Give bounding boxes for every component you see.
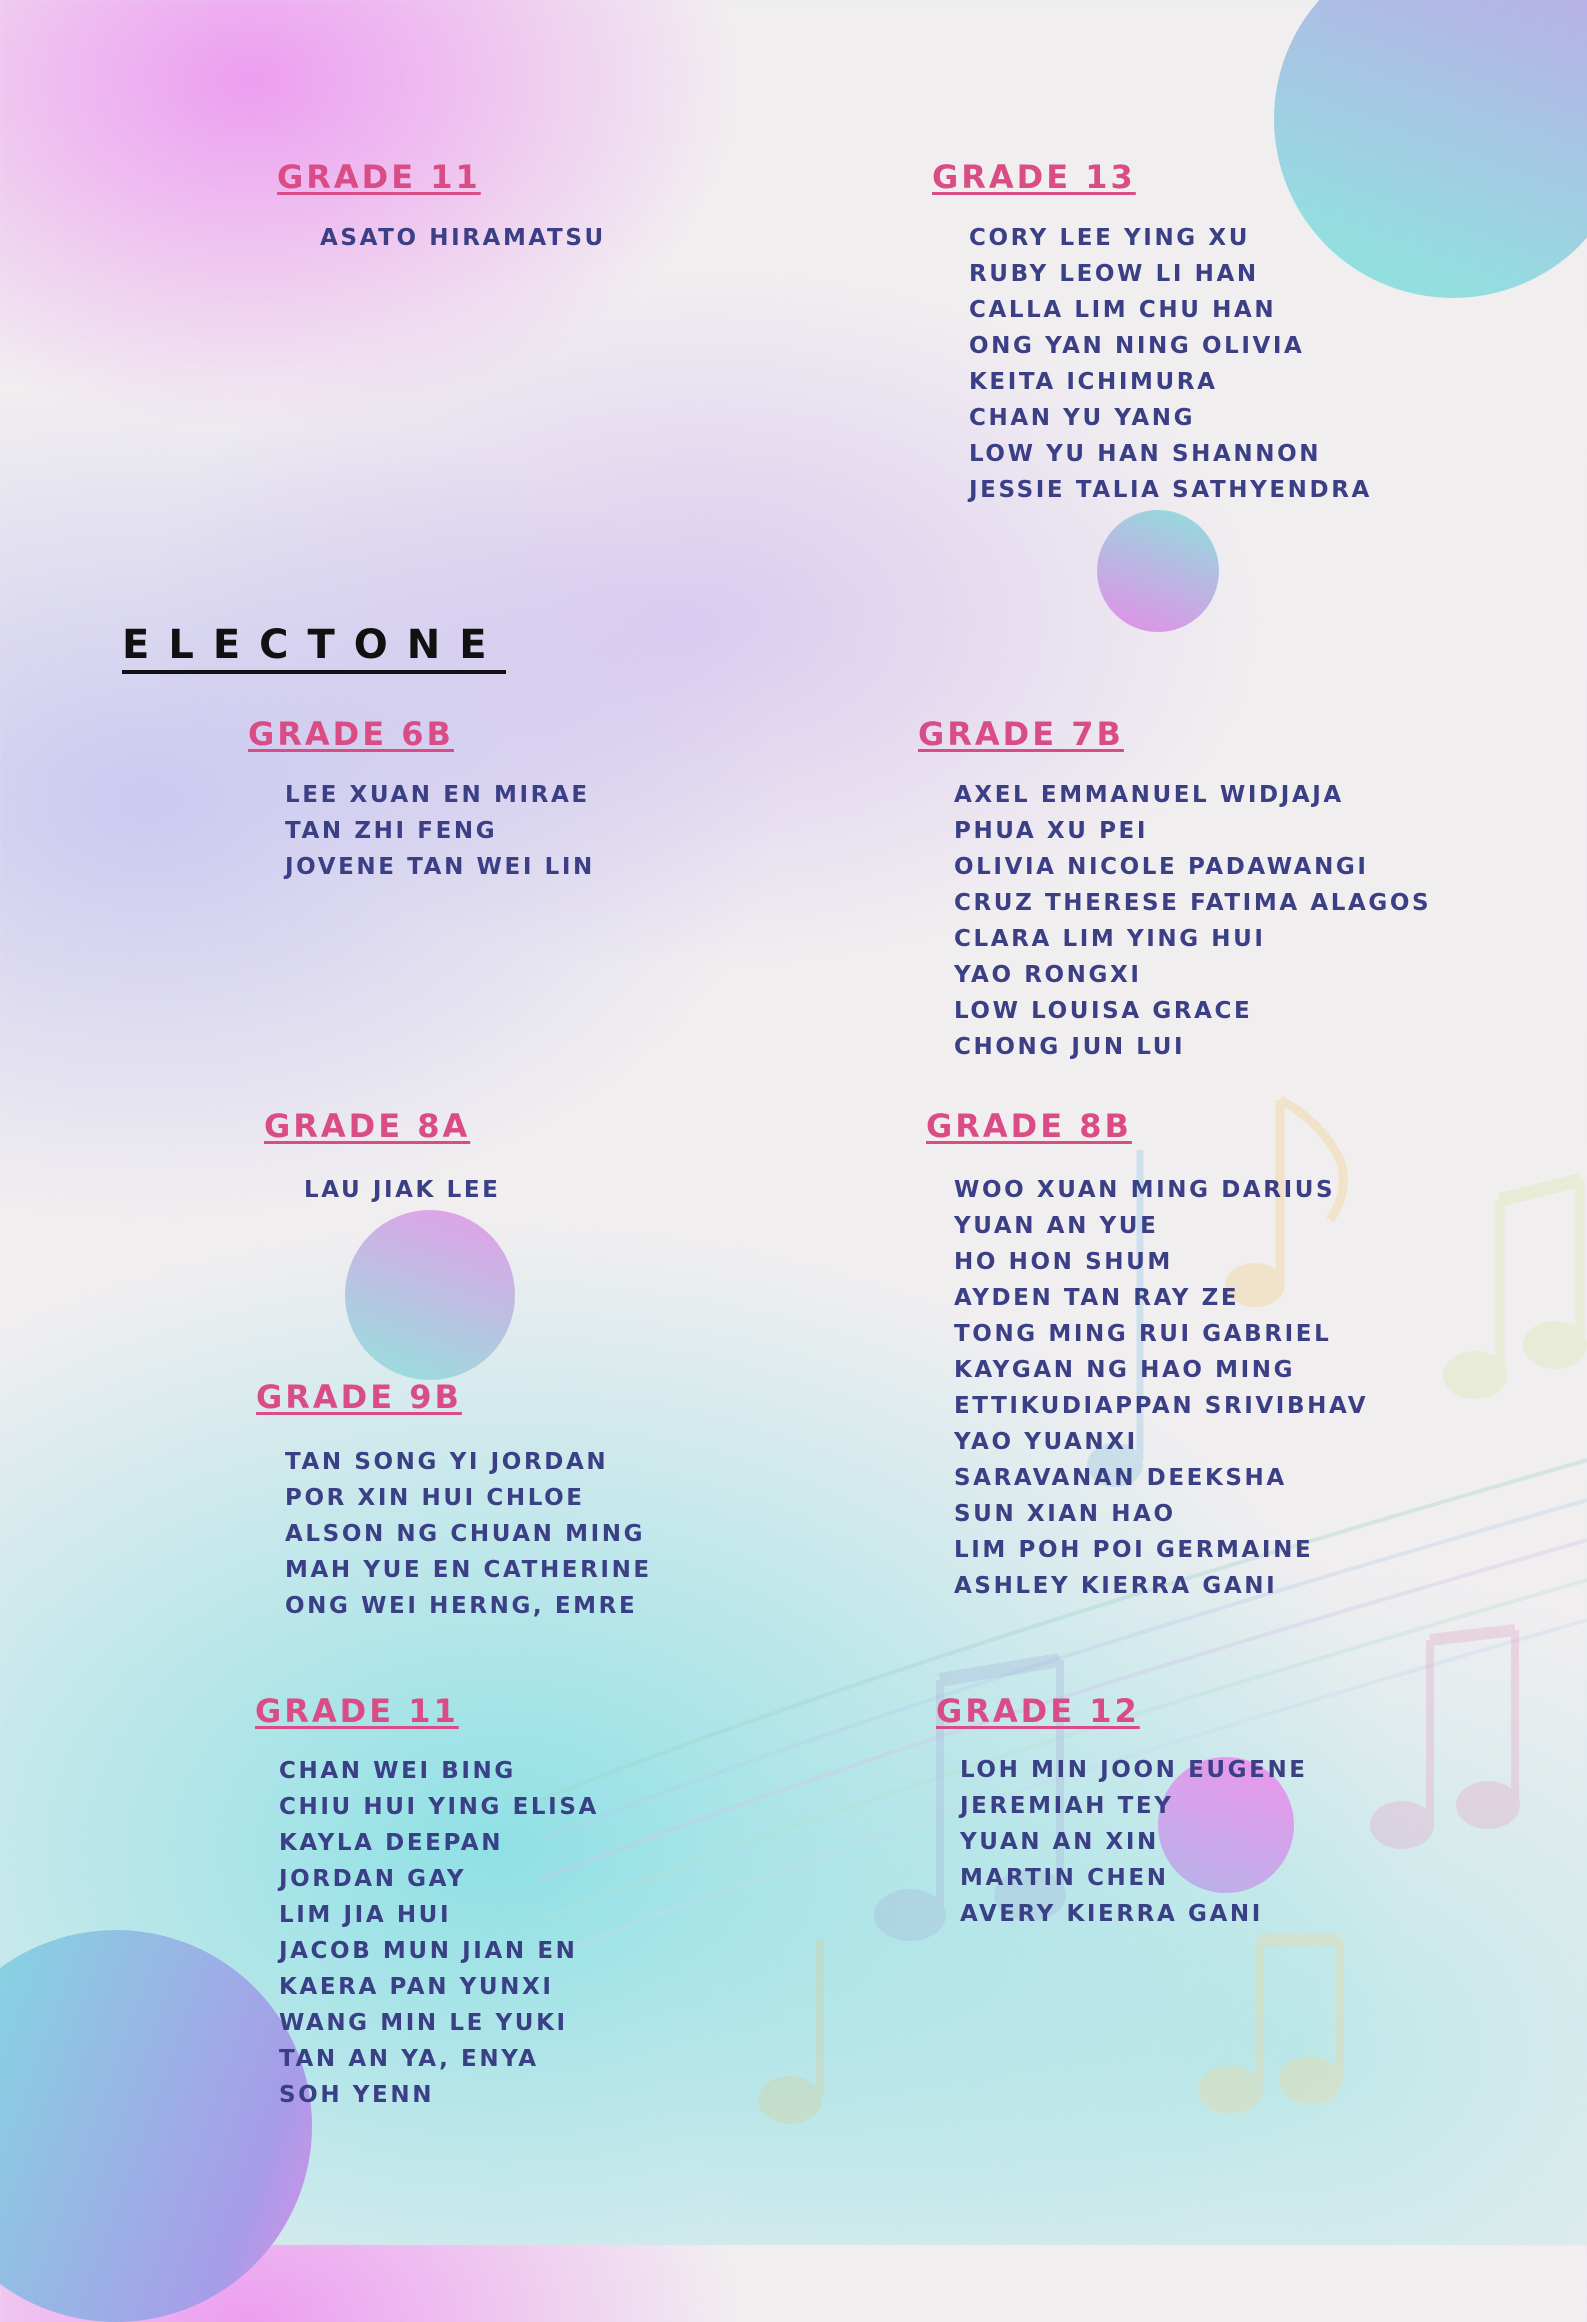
- student-name: CHIU HUI YING ELISA: [279, 1794, 599, 1820]
- student-name: WANG MIN LE YUKI: [279, 2010, 568, 2036]
- name-list: [285, 1444, 652, 1624]
- student-name: POR XIN HUI CHLOE: [285, 1485, 585, 1511]
- grade-heading: GRADE 12: [936, 1692, 1140, 1730]
- student-name: YUAN AN XIN: [960, 1829, 1159, 1855]
- student-name: CHONG JUN LUI: [954, 1034, 1186, 1060]
- student-name: AYDEN TAN RAY ZE: [954, 1285, 1240, 1311]
- student-name: JACOB MUN JIAN EN: [279, 1938, 578, 1964]
- decor-circle: [1097, 510, 1219, 632]
- grade-heading: GRADE 13: [932, 158, 1136, 196]
- grade-heading: GRADE 8A: [264, 1107, 471, 1145]
- section-title: ELECTONE: [122, 622, 506, 674]
- student-name: RUBY LEOW LI HAN: [969, 261, 1259, 287]
- decor-circle: [0, 1930, 312, 2322]
- student-name: LIM JIA HUI: [279, 1902, 452, 1928]
- name-list: [960, 1752, 1308, 1932]
- student-name: ASHLEY KIERRA GANI: [954, 1573, 1278, 1599]
- student-name: MAH YUE EN CATHERINE: [285, 1557, 652, 1583]
- student-name: LAU JIAK LEE: [304, 1177, 501, 1203]
- student-name: SARAVANAN DEEKSHA: [954, 1465, 1287, 1491]
- student-name: JEREMIAH TEY: [960, 1793, 1174, 1819]
- student-name: LOH MIN JOON EUGENE: [960, 1757, 1308, 1783]
- grade-heading: GRADE 7B: [918, 715, 1124, 753]
- student-name: CLARA LIM YING HUI: [954, 926, 1266, 952]
- student-name: KAYLA DEEPAN: [279, 1830, 504, 1856]
- student-name: SOH YENN: [279, 2082, 435, 2108]
- grade-heading: GRADE 11: [255, 1692, 459, 1730]
- grade-heading: GRADE 11: [277, 158, 481, 196]
- student-name: LOW YU HAN SHANNON: [969, 441, 1322, 467]
- grade-heading: GRADE 9B: [256, 1378, 462, 1416]
- name-list: [954, 777, 1431, 1065]
- student-name: CHAN WEI BING: [279, 1758, 516, 1784]
- name-list: [969, 220, 1372, 508]
- student-name: CORY LEE YING XU: [969, 225, 1250, 251]
- student-name: AVERY KIERRA GANI: [960, 1901, 1263, 1927]
- student-name: JOVENE TAN WEI LIN: [285, 854, 595, 880]
- name-list: [304, 1172, 500, 1208]
- name-list: [285, 777, 595, 885]
- student-name: TAN ZHI FENG: [285, 818, 498, 844]
- student-name: CHAN YU YANG: [969, 405, 1196, 431]
- student-name: WOO XUAN MING DARIUS: [954, 1177, 1336, 1203]
- student-name: ASATO HIRAMATSU: [320, 225, 606, 251]
- student-name: JORDAN GAY: [279, 1866, 467, 1892]
- student-name: SUN XIAN HAO: [954, 1501, 1176, 1527]
- name-list: [320, 220, 606, 256]
- grade-heading: GRADE 8B: [926, 1107, 1132, 1145]
- student-name: MARTIN CHEN: [960, 1865, 1169, 1891]
- student-name: KEITA ICHIMURA: [969, 369, 1218, 395]
- student-name: ETTIKUDIAPPAN SRIVIBHAV: [954, 1393, 1369, 1419]
- student-name: YAO YUANXI: [954, 1429, 1138, 1455]
- name-list: [279, 1753, 599, 2113]
- student-name: ALSON NG CHUAN MING: [285, 1521, 646, 1547]
- student-name: TAN AN YA, ENYA: [279, 2046, 539, 2072]
- student-name: LOW LOUISA GRACE: [954, 998, 1253, 1024]
- student-name: CRUZ THERESE FATIMA ALAGOS: [954, 890, 1432, 916]
- student-name: KAYGAN NG HAO MING: [954, 1357, 1296, 1383]
- student-name: AXEL EMMANUEL WIDJAJA: [954, 782, 1344, 808]
- student-name: LEE XUAN EN MIRAE: [285, 782, 590, 808]
- student-name: PHUA XU PEI: [954, 818, 1149, 844]
- student-name: CALLA LIM CHU HAN: [969, 297, 1277, 323]
- student-name: LIM POH POI GERMAINE: [954, 1537, 1314, 1563]
- decor-circle: [345, 1210, 515, 1380]
- student-name: TONG MING RUI GABRIEL: [954, 1321, 1332, 1347]
- student-name: YUAN AN YUE: [954, 1213, 1159, 1239]
- student-name: YAO RONGXI: [954, 962, 1142, 988]
- student-name: ONG WEI HERNG, EMRE: [285, 1593, 638, 1619]
- student-name: TAN SONG YI JORDAN: [285, 1449, 609, 1475]
- student-name: OLIVIA NICOLE PADAWANGI: [954, 854, 1369, 880]
- name-list: [954, 1172, 1368, 1604]
- student-name: JESSIE TALIA SATHYENDRA: [969, 477, 1372, 503]
- student-name: KAERA PAN YUNXI: [279, 1974, 554, 2000]
- grade-heading: GRADE 6B: [248, 715, 454, 753]
- student-name: ONG YAN NING OLIVIA: [969, 333, 1305, 359]
- student-name: HO HON SHUM: [954, 1249, 1173, 1275]
